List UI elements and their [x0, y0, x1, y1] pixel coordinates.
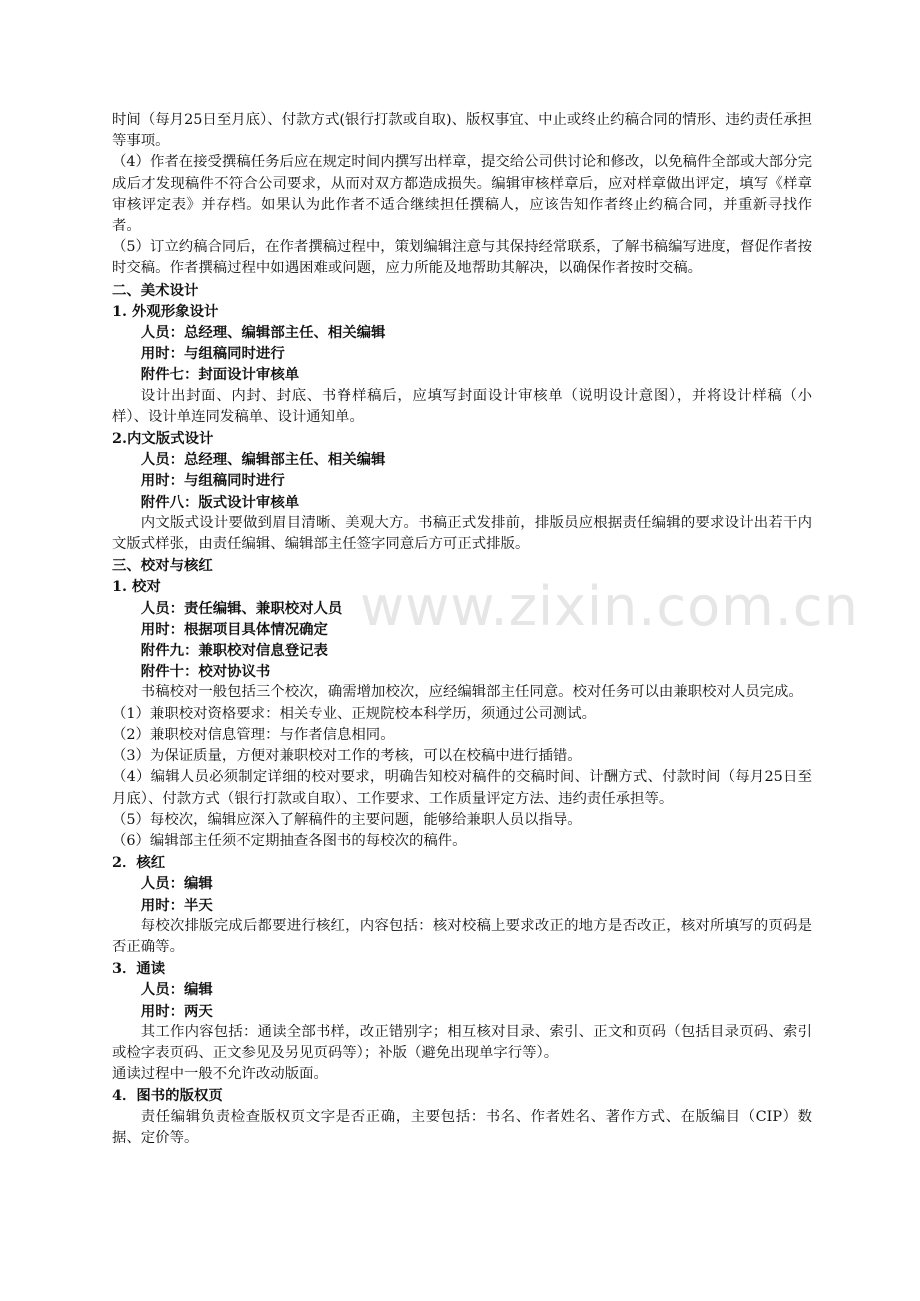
- section-heading: 2.内文版式设计: [112, 430, 214, 448]
- paragraph: （3）为保证质量，方便对兼职校对工作的考核，可以在校稿中进行插错。: [112, 748, 582, 765]
- meta-line: 人员：编辑: [140, 981, 213, 999]
- meta-line: 附件十：校对协议书: [140, 663, 271, 681]
- paragraph: （5）订立约稿合同后，在作者撰稿过程中，策划编辑注意与其保持经常联系，了解书稿编写进度，督促作者按时交稿。作者撰稿过程中如遇困难或问题，应力所能及地帮助其解决，以确保作者按时交稿。: [112, 239, 812, 277]
- section-heading: 三、校对与核红: [112, 557, 213, 575]
- meta-line: 附件八：版式设计审核单: [140, 493, 300, 511]
- section-heading: 二、美术设计: [112, 281, 199, 299]
- meta-line: 人员：责任编辑、兼职校对人员: [140, 599, 343, 617]
- paragraph: （2）兼职校对信息管理：与作者信息相同。: [112, 726, 395, 743]
- document-body: [112, 110, 812, 1149]
- meta-line: 附件九：兼职校对信息登记表: [140, 642, 328, 660]
- section-heading: 1. 校对: [112, 578, 161, 596]
- paragraph: （4）作者在接受撰稿任务后应在规定时间内撰写出样章，提交给公司供讨论和修改，以免稿件全部或大部分完成后才发现稿件不符合公司要求，从而对双方都造成损失。编辑审核样章后，应对样章做出评定，填写《样章审核评定表》并存档。如果认为此作者不适合继续担任撰稿人，应该告知作者终止约稿合同，并重新寻找作者。: [112, 154, 812, 235]
- watermark: www.zixin.com.cn: [360, 575, 859, 638]
- paragraph: （6）编辑部主任须不定期抽查各图书的每校次的稿件。: [112, 832, 467, 849]
- paragraph: （4）编辑人员必须制定详细的校对要求，明确告知校对稿件的交稿时间、计酬方式、付款时间（每月25日至月底）、付款方式（银行打款或自取）、工作要求、工作质量评定方法、违约责任承担等。: [112, 769, 812, 807]
- section-heading: 2．核红: [112, 854, 166, 872]
- paragraph: 设计出封面、内封、封底、书脊样稿后，应填写封面设计审核单（说明设计意图），并将设计样稿（小样）、设计单连同发稿单、设计通知单。: [112, 387, 812, 425]
- paragraph: 每校次排版完成后都要进行核红，内容包括：核对校稿上要求改正的地方是否改正，核对所填写的页码是否正确等。: [112, 917, 812, 955]
- paragraph: 内文版式设计要做到眉目清晰、美观大方。书稿正式发排前，排版员应根据责任编辑的要求设计出若干内文版式样张，由责任编辑、编辑部主任签字同意后方可正式排版。: [112, 514, 812, 553]
- meta-line: 用时：半天: [140, 896, 213, 914]
- meta-line: 用时：根据项目具体情况确定: [140, 620, 328, 638]
- section-heading: 1. 外观形象设计: [112, 302, 219, 320]
- section-heading: 4．图书的版权页: [112, 1087, 223, 1105]
- meta-line: 用时：两天: [140, 1002, 213, 1020]
- meta-line: 人员：编辑: [140, 875, 213, 893]
- section-heading: 3．通读: [112, 960, 166, 978]
- meta-line: 用时：与组稿同时进行: [140, 345, 285, 363]
- meta-line: 人员：总经理、编辑部主任、相关编辑: [140, 451, 386, 469]
- paragraph: （1）兼职校对资格要求：相关专业、正规院校本科学历，须通过公司测试。: [112, 705, 597, 722]
- meta-line: 附件七：封面设计审核单: [140, 366, 300, 384]
- paragraph: 书稿校对一般包括三个校次，确需增加校次，应经编辑部主任同意。校对任务可以由兼职校对人员完成。: [140, 684, 803, 701]
- paragraph: 通读过程中一般不允许改动版面。: [112, 1066, 328, 1083]
- paragraph: 责任编辑负责检查版权页文字是否正确，主要包括：书名、作者姓名、著作方式、在版编目（CIP）数据、定价等。: [112, 1108, 812, 1146]
- paragraph: 时间（每月25日至月底）、付款方式(银行打款或自取)、版权事宜、中止或终止约稿合同的情形、违约责任承担等事项。: [112, 112, 812, 150]
- meta-line: 用时：与组稿同时进行: [140, 472, 285, 490]
- meta-line: 人员：总经理、编辑部主任、相关编辑: [140, 324, 386, 342]
- paragraph: 其工作内容包括：通读全部书样，改正错别字；相互核对目录、索引、正文和页码（包括目录页码、索引或检字表页码、正文参见及另见页码等）；补版（避免出现单字行等）。: [112, 1023, 812, 1061]
- paragraph: （5）每校次，编辑应深入了解稿件的主要问题，能够给兼职人员以指导。: [112, 811, 582, 828]
